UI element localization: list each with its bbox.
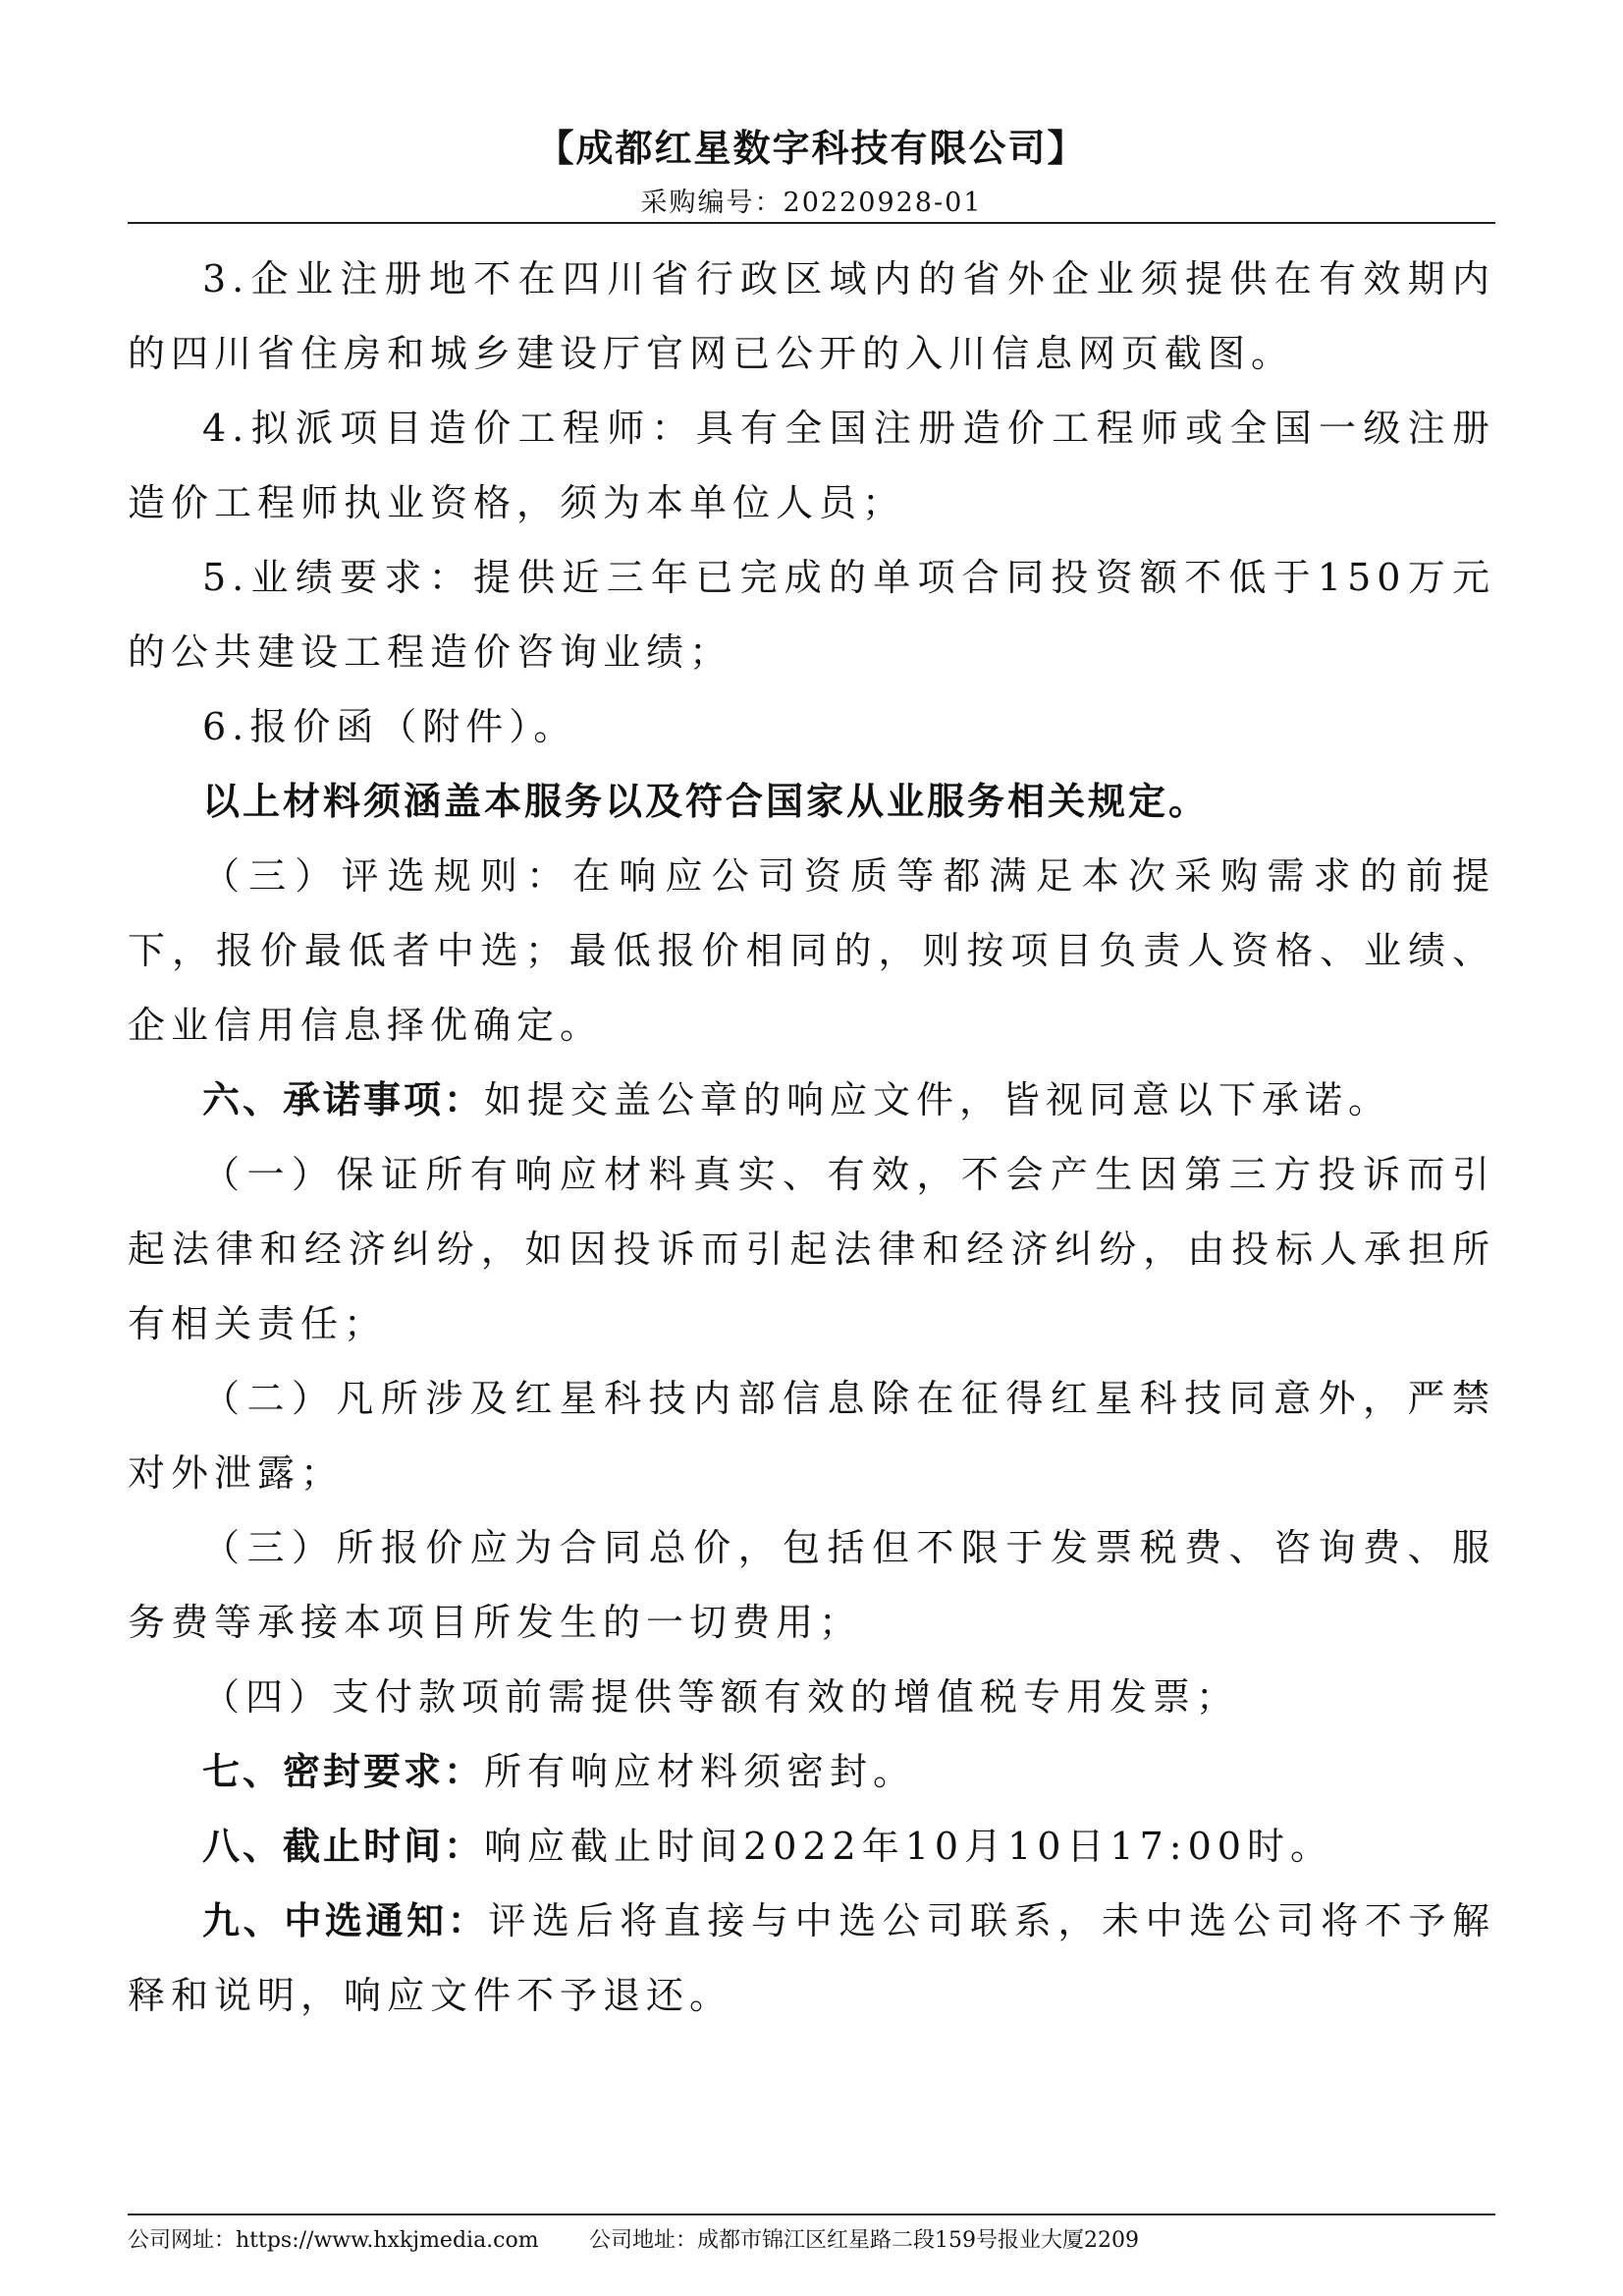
materials-note: 以上材料须涵盖本服务以及符合国家从业服务相关规定。: [202, 780, 1210, 823]
section-deadline: [128, 1809, 1495, 1884]
section-notification-label: 九、中选通知：: [202, 1899, 489, 1942]
company-name-header: 【成都红星数字科技有限公司】: [536, 127, 1087, 170]
requirement-6: 6.报价函（附件）。: [202, 705, 577, 748]
section-notification: [128, 1884, 1495, 2033]
document-body: [128, 242, 1495, 2033]
section-sealing: [128, 1734, 1495, 1809]
footer-divider: [128, 2214, 1495, 2215]
section-notification-text: 评选后将直接与中选公司联系，未中选公司将不予解释和说明，响应文件不予退还。: [128, 1899, 1495, 2017]
section-deadline-text: 响应截止时间2022年10月10日17:00时。: [484, 1825, 1333, 1868]
section-sealing-label: 七、密封要求：: [202, 1750, 485, 1793]
commitment-3: （三）所报价应为合同总价，包括但不限于发票税费、咨询费、服务费等承接本项目所发生的一切费用；: [128, 1526, 1495, 1644]
requirement-5: 5.业绩要求：提供近三年已完成的单项合同投资额不低于150万元的公共建设工程造价咨询业绩；: [128, 556, 1495, 674]
company-website: 公司网址：https://www.hxkjmedia.com: [128, 2228, 539, 2253]
page-footer: [128, 2223, 1495, 2254]
section-deadline-label: 八、截止时间：: [202, 1825, 485, 1868]
header-divider: [128, 222, 1495, 224]
purchase-number: 采购编号：20220928-01: [640, 188, 983, 218]
commitment-4: （四）支付款项前需提供等额有效的增值税专用发票；: [202, 1675, 1240, 1719]
section-commitments: [128, 1063, 1495, 1137]
requirement-4: 4.拟派项目造价工程师：具有全国注册造价工程师或全国一级注册造价工程师执业资格，须为本单位人员；: [128, 407, 1495, 524]
section-commitments-text: 如提交盖公章的响应文件，皆视同意以下承诺。: [484, 1078, 1392, 1121]
commitment-2: （二）凡所涉及红星科技内部信息除在征得红星科技同意外，严禁对外泄露；: [128, 1377, 1495, 1495]
section-commitments-label: 六、承诺事项：: [202, 1078, 485, 1121]
commitment-1: （一）保证所有响应材料真实、有效，不会产生因第三方投诉而引起法律和经济纠纷，如因投诉而引起法律和经济纠纷，由投标人承担所有相关责任；: [128, 1153, 1495, 1345]
section-sealing-text: 所有响应材料须密封。: [484, 1750, 917, 1793]
requirement-3: 3.企业注册地不在四川省行政区域内的省外企业须提供在有效期内的四川省住房和城乡建设厅官网已公开的入川信息网页截图。: [128, 257, 1495, 375]
selection-rules: （三）评选规则：在响应公司资质等都满足本次采购需求的前提下，报价最低者中选；最低报价相同的，则按项目负责人资格、业绩、企业信用信息择优确定。: [128, 854, 1495, 1047]
company-address: 公司地址：成都市锦江区红星路二段159号报业大厦2209: [589, 2228, 1139, 2253]
